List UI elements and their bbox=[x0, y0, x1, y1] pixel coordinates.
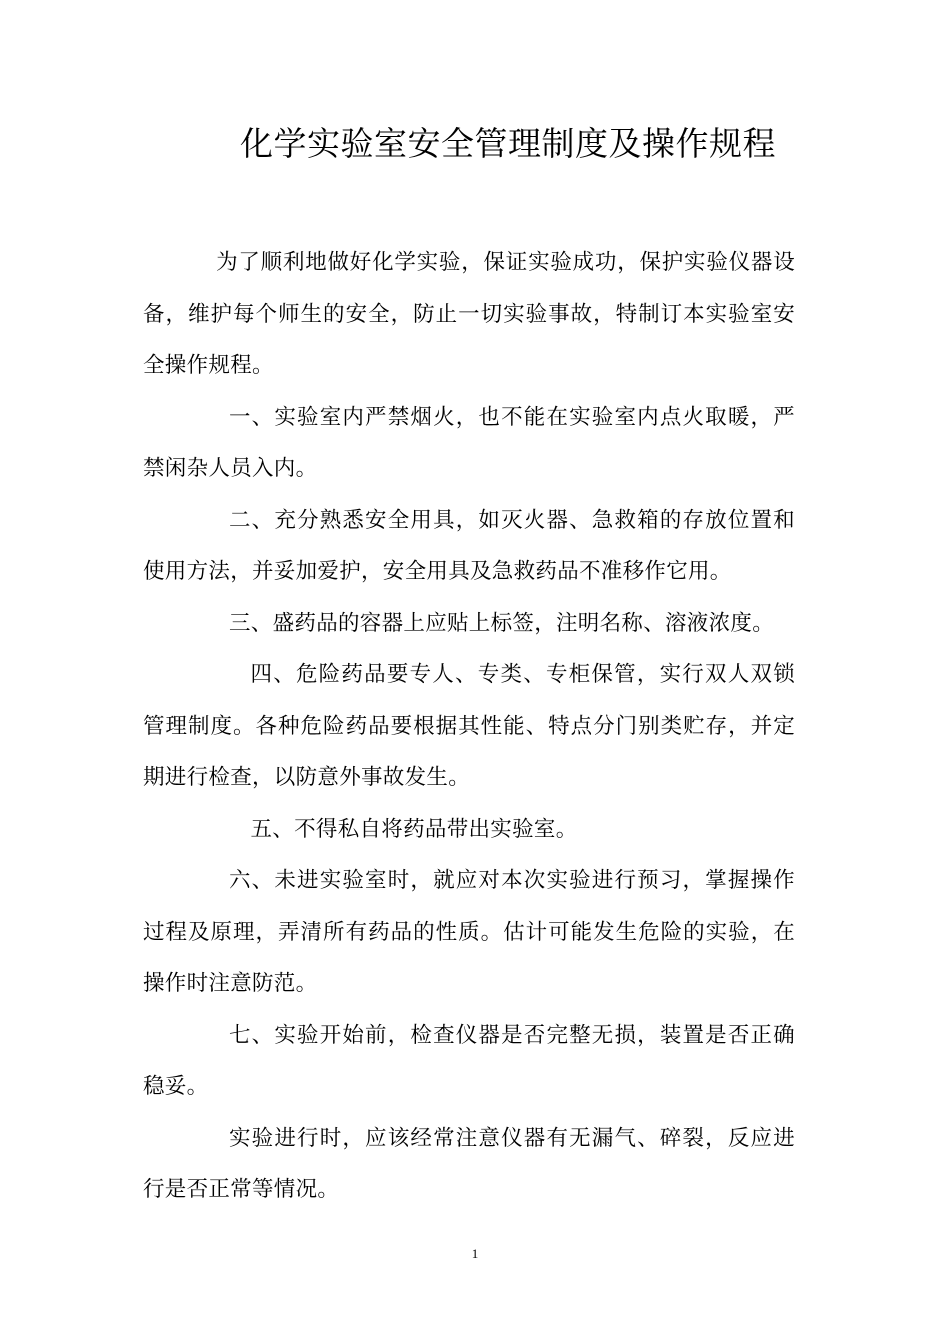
document-body bbox=[143, 237, 795, 1216]
rule-5-paragraph: 五、不得私自将药品带出实验室。 bbox=[250, 816, 578, 842]
page-number: 1 bbox=[471, 1246, 479, 1261]
intro-paragraph: 为了顺利地做好化学实验，保证实验成功，保护实验仪器设备，维护每个师生的安全，防止一切实验事故，特制订本实验室安全操作规程。 bbox=[143, 250, 795, 378]
rule-2-paragraph: 二、充分熟悉安全用具，如灭火器、急救箱的存放位置和使用方法，并妥加爱护，安全用具及急救药品不准移作它用。 bbox=[143, 507, 795, 584]
rule-3-paragraph: 三、盛药品的容器上应贴上标签，注明名称、溶液浓度。 bbox=[229, 610, 775, 636]
rule-4-paragraph: 四、危险药品要专人、专类、专柜保管，实行双人双锁管理制度。各种危险药品要根据其性能、特点分门别类贮存，并定期进行检查，以防意外事故发生。 bbox=[143, 662, 795, 790]
rule-7-paragraph: 七、实验开始前，检查仪器是否完整无损，装置是否正确稳妥。 bbox=[143, 1022, 795, 1099]
rule-6-paragraph: 六、未进实验室时，就应对本次实验进行预习，掌握操作过程及原理，弄清所有药品的性质。估计可能发生危险的实验，在操作时注意防范。 bbox=[143, 868, 795, 996]
experiment-note-paragraph: 实验进行时，应该经常注意仪器有无漏气、碎裂，反应进行是否正常等情况。 bbox=[143, 1125, 795, 1202]
rule-1-paragraph: 一、实验室内严禁烟火，也不能在实验室内点火取暖，严禁闲杂人员入内。 bbox=[143, 404, 795, 481]
document-title: 化学实验室安全管理制度及操作规程 bbox=[240, 124, 776, 163]
